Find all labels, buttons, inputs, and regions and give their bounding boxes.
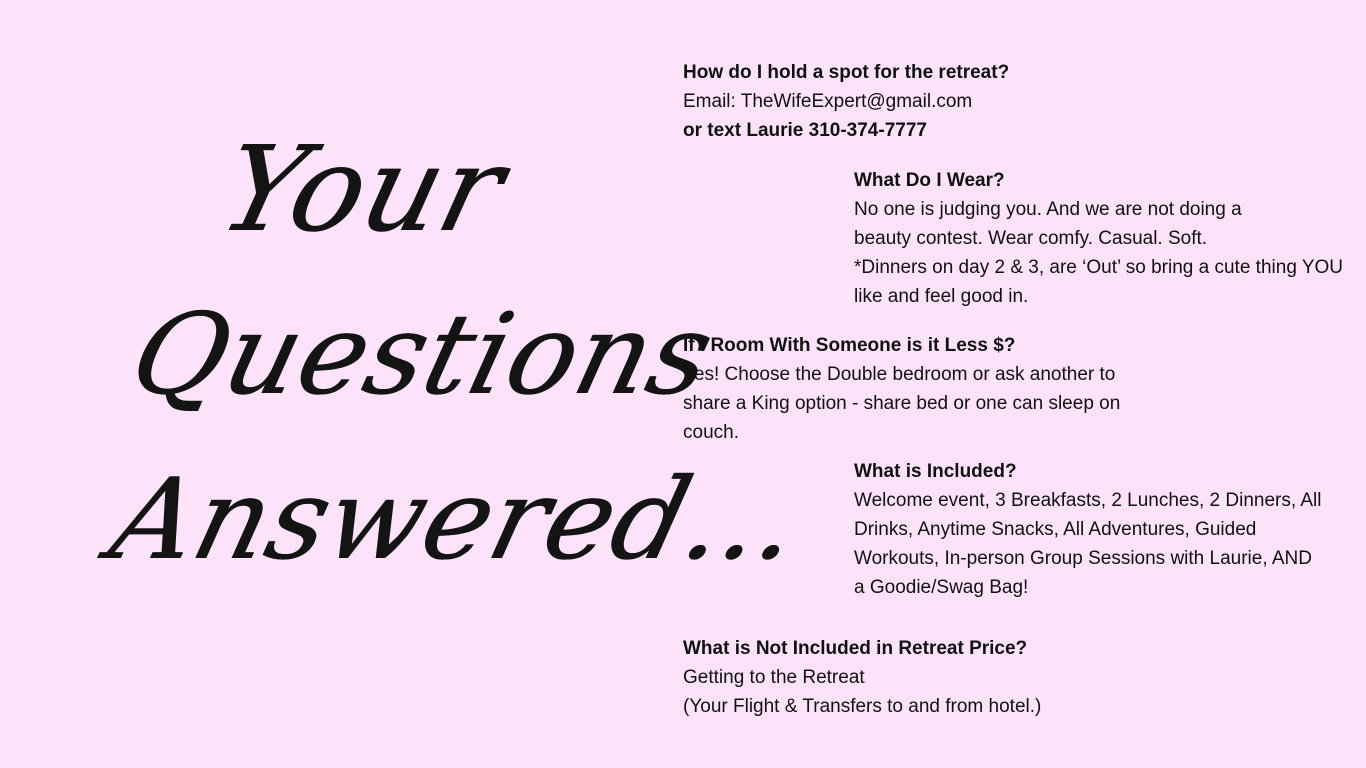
faq-answer-detail: (Your Flight & Transfers to and from hotel.)	[683, 696, 1042, 717]
faq-answer: Yes! Choose the Double bedroom or ask another to share a King option - share bed or one can sleep on couch.	[683, 364, 1121, 443]
faq-question: What is Included?	[854, 461, 1017, 482]
faq-text-line: or text Laurie 310-374-7777	[683, 120, 927, 141]
faq-what-to-wear	[854, 166, 1344, 311]
faq-hold-spot	[683, 58, 1183, 145]
faq-what-is-included	[854, 457, 1344, 602]
faq-answer: Welcome event, 3 Breakfasts, 2 Lunches, 2 Dinners, All Drinks, Anytime Snacks, All Adventures, Guided Workouts, In-person Group Sessions with Laurie, AND a Goodie/Swag Bag!	[854, 490, 1322, 598]
faq-question: How do I hold a spot for the retreat?	[683, 62, 1010, 83]
title-line-your: Your	[207, 120, 518, 258]
title-line-answered: Answered...	[98, 455, 814, 585]
faq-room-sharing	[683, 331, 1163, 447]
faq-answer-note: *Dinners on day 2 & 3, are ‘Out’ so bring a cute thing YOU like and feel good in.	[854, 257, 1343, 307]
faq-not-included	[683, 634, 1203, 721]
faq-question: What is Not Included in Retreat Price?	[683, 638, 1028, 659]
faq-answer: Getting to the Retreat	[683, 667, 865, 688]
title-line-questions: Questions	[118, 290, 726, 420]
faq-answer: No one is judging you. And we are not doing a beauty contest. Wear comfy. Casual. Soft.	[854, 199, 1242, 249]
faq-question: What Do I Wear?	[854, 170, 1005, 191]
faq-question: If I Room With Someone is it Less $?	[683, 335, 1016, 356]
faq-email-line: Email: TheWifeExpert@gmail.com	[683, 91, 973, 112]
